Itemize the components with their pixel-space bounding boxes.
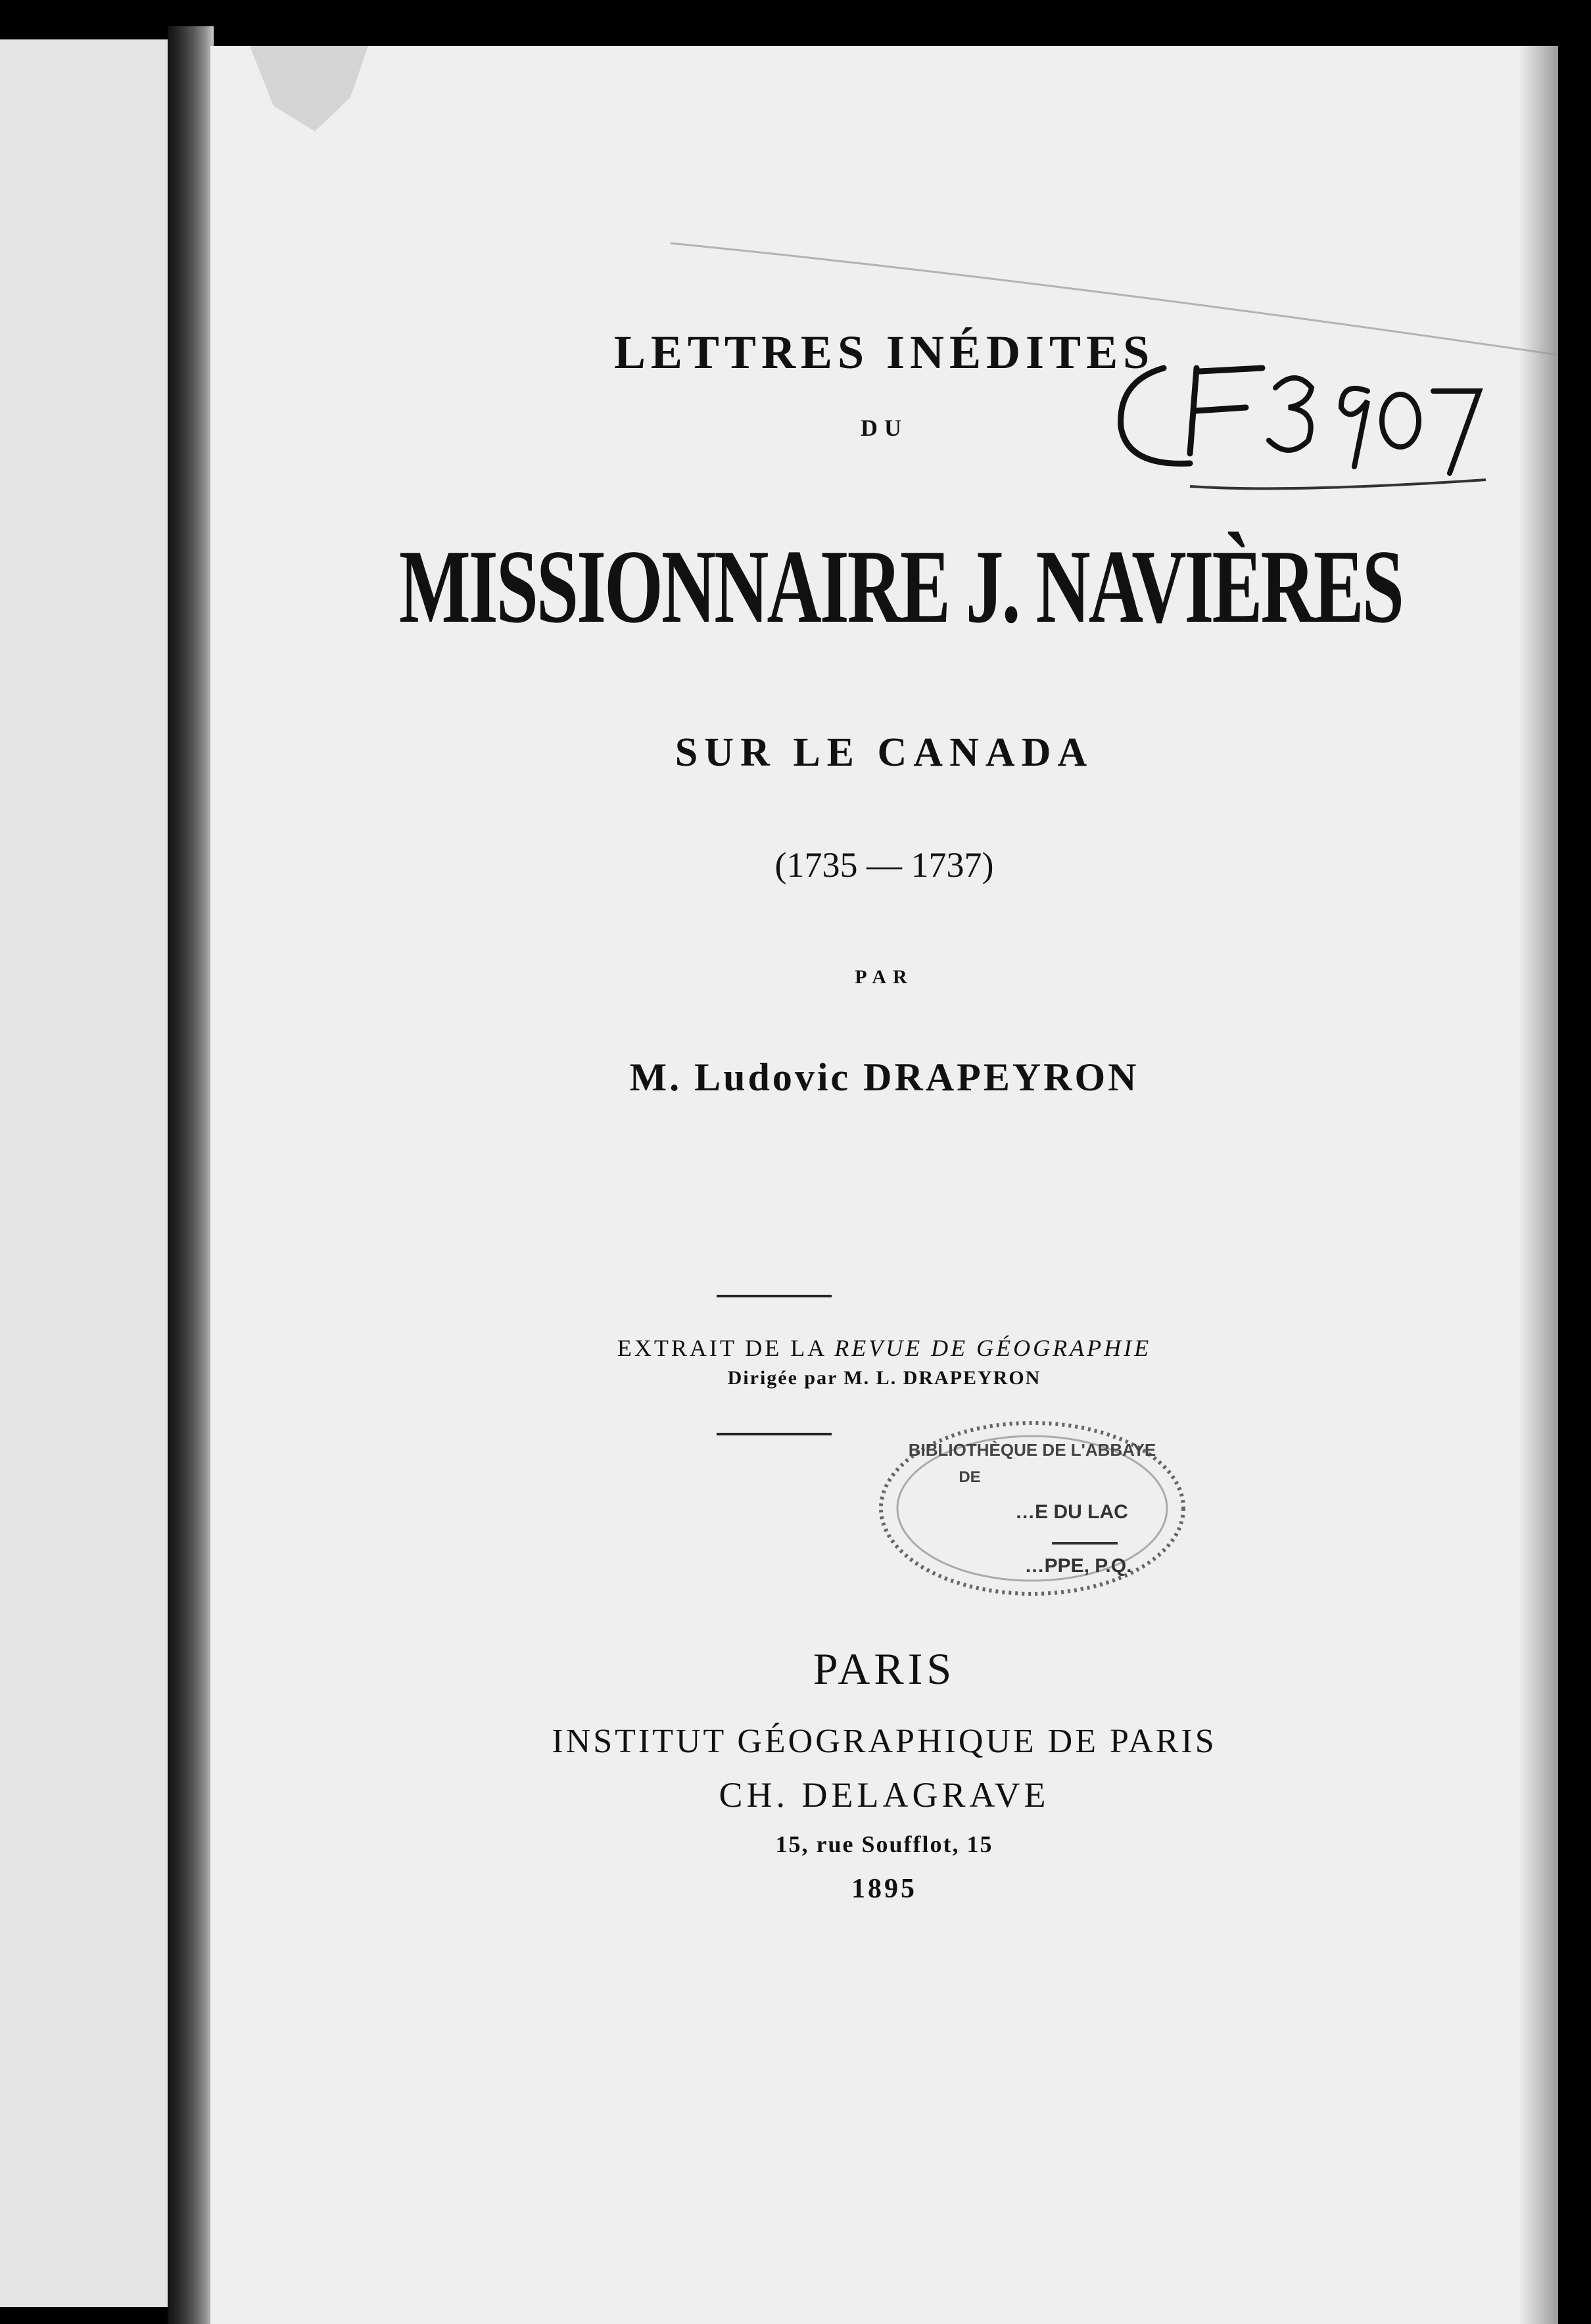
- book-gutter: [168, 26, 214, 2324]
- publisher-institute: INSTITUT GÉOGRAPHIQUE DE PARIS: [552, 1723, 1217, 1760]
- stamp-text-lower: …E DU LAC: [1015, 1501, 1128, 1523]
- extract-prefix: EXTRAIT DE LA: [617, 1335, 835, 1361]
- directed-by-line: Dirigée par M. L. DRAPEYRON: [727, 1367, 1041, 1389]
- stamp-text-mid: DE: [959, 1468, 981, 1486]
- title-line-sur-le-canada: SUR LE CANADA: [675, 730, 1094, 775]
- left-blank-page: [0, 39, 172, 2307]
- by-label: PAR: [855, 966, 914, 988]
- date-range: (1735 — 1737): [774, 845, 994, 885]
- publication-year: 1895: [851, 1874, 917, 1904]
- publisher-name: CH. DELAGRAVE: [719, 1775, 1050, 1815]
- library-stamp: [815, 1393, 1223, 1630]
- publisher-address: 15, rue Soufflot, 15: [775, 1831, 993, 1857]
- stamp-text-bottom: …PPE, P.Q.: [1024, 1555, 1132, 1577]
- main-title: MISSIONNAIRE J. NAVIÈRES: [399, 528, 1402, 645]
- handwritten-call-number: [1091, 329, 1499, 500]
- stamp-text-top: BIBLIOTHÈQUE DE L'ABBAYE: [908, 1440, 1156, 1460]
- rule-lower: [717, 1433, 832, 1435]
- journal-name: REVUE DE GÉOGRAPHIE: [834, 1335, 1152, 1361]
- page-edge-shadow: [1519, 46, 1558, 2324]
- title-line-lettres-inedites: LETTRES INÉDITES: [613, 326, 1155, 379]
- author-name: M. Ludovic DRAPEYRON: [629, 1056, 1139, 1099]
- extract-line: [210, 1334, 1558, 1362]
- publication-city: PARIS: [813, 1644, 956, 1694]
- rule-upper: [717, 1295, 832, 1297]
- title-line-du: DU: [861, 415, 908, 441]
